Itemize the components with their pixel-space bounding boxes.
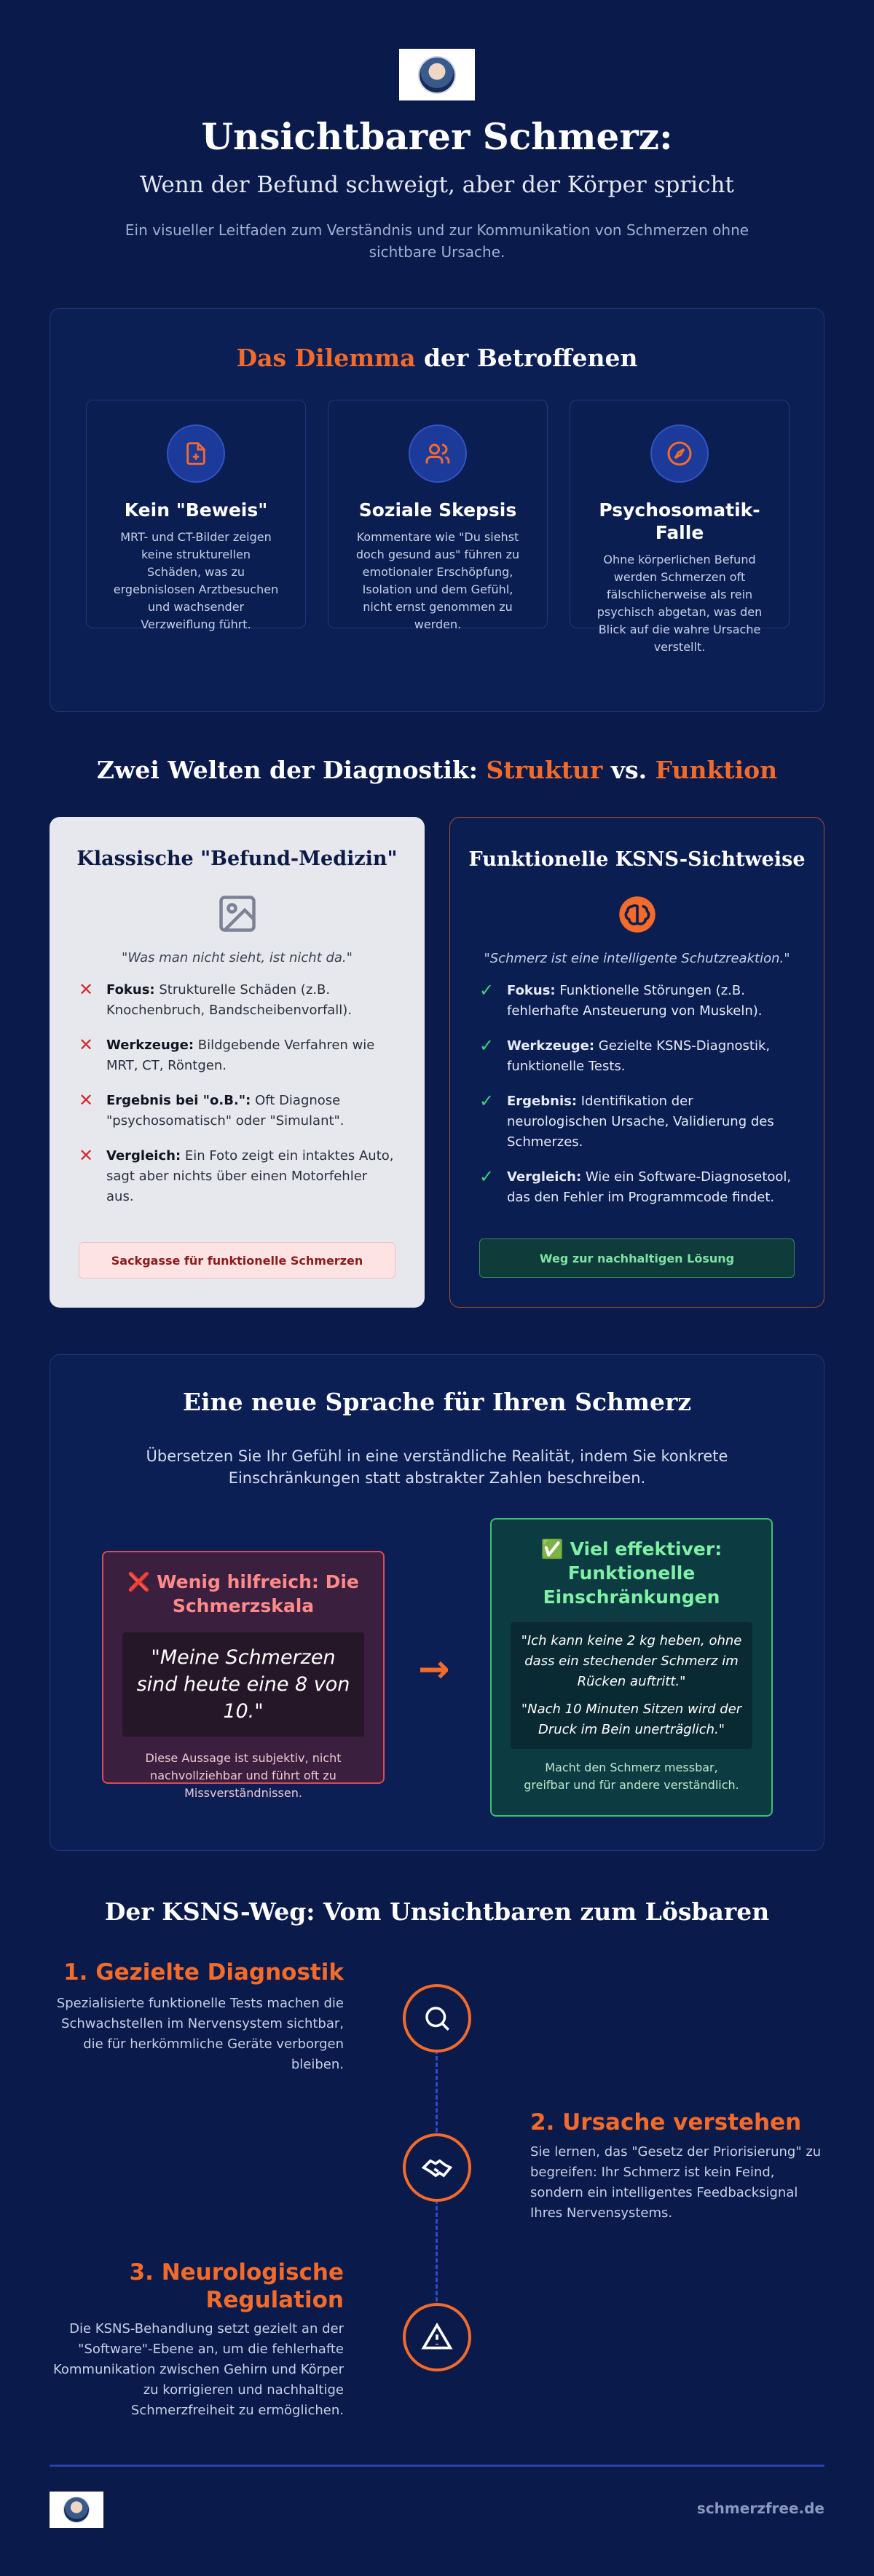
item-label: Werkzeuge: (507, 1038, 595, 1054)
item-label: Vergleich: (106, 1148, 181, 1163)
language-title: Eine neue Sprache für Ihren Schmerz (182, 1388, 692, 1416)
step-text: Die KSNS-Behandlung setzt gezielt an der "Software"-Ebene an, um die fehlerhafte Kommunikation zwischen Gehirn und Körper zu korrigieren und nachhaltige Schmerzfreiheit zu ermöglichen. (52, 2321, 344, 2418)
dilemma-card-text: MRT- und CT-Bilder zeigen keine strukturellen Schäden, was zu ergebnislosen Arztbesuchen und wachsender Verzweiflung führt. (113, 530, 279, 631)
dilemma-title (50, 344, 824, 372)
dilemma-card (570, 400, 790, 654)
item-text: Ein Foto zeigt ein intaktes Auto, sagt aber nichts über einen Motorfehler aus. (106, 1148, 394, 1204)
brain-icon (614, 891, 661, 938)
list-item (79, 980, 395, 1021)
functional-limits-box (490, 1518, 773, 1817)
list-item (479, 1167, 795, 1208)
image-icon (214, 890, 261, 937)
step-title: 1. Gezielte Diagnostik (63, 1959, 344, 1986)
functional-limits-quote: "Nach 10 Minuten Sitzen wird der Druck im Bein unerträglich." (521, 1702, 742, 1737)
footer-link[interactable]: schmerzfree.de (696, 2500, 824, 2517)
compass-icon (650, 424, 709, 483)
step-title: 2. Ursache verstehen (530, 2109, 802, 2136)
dilemma-card (86, 400, 306, 631)
item-text: Wie ein Software-Diagnosetool, das den Fehler im Programmcode findet. (507, 1169, 792, 1205)
item-text: Gezielte KSNS-Diagnostik, funktionelle Tests. (507, 1038, 771, 1074)
item-text: Funktionelle Störungen (z.B. fehlerhafte Ansteuerung von Muskeln). (507, 983, 763, 1019)
page-lead: Ein visueller Leitfaden zum Verständnis und zur Kommunikation von Schmerzen ohne sichtbare Ursache. (125, 221, 749, 261)
logo-avatar (418, 56, 456, 94)
dilemma-section (50, 308, 824, 712)
path-title: Der KSNS-Weg: Vom Unsichtbaren zum Lösbaren (104, 1897, 770, 1926)
page-title: Unsichtbarer Schmerz: (201, 115, 673, 158)
item-text: Oft Diagnose "psychosomatisch" oder "Simulant". (106, 1093, 345, 1129)
dilemma-card-title: Soziale Skepsis (358, 499, 517, 521)
item-text: Identifikation der neurologischen Ursache, Validierung des Schmerzes. (507, 1094, 774, 1150)
item-text: Strukturelle Schäden (z.B. Knochenbruch, Bandscheibenvorfall). (106, 982, 353, 1018)
dilemma-title-accent: Das Dilemma (236, 344, 416, 372)
item-label: Ergebnis bei "o.B.": (106, 1093, 251, 1108)
footer-logo (50, 2492, 103, 2528)
item-label: Ergebnis: (507, 1094, 578, 1109)
handshake-icon (403, 2133, 471, 2202)
cross-icon: ✕ (79, 1035, 94, 1055)
step-title: 3. Neurologische Regulation (129, 2259, 344, 2313)
classic-quote: "Was man nicht sieht, ist nicht da." (122, 950, 353, 965)
check-icon: ✓ (479, 1091, 495, 1111)
arrow-right-icon: → (418, 1648, 450, 1691)
check-icon: ✓ (479, 1035, 495, 1056)
search-icon (403, 1984, 471, 2052)
functional-title: Funktionelle KSNS-Sichtweise (468, 848, 806, 871)
dilemma-card-title: Kein "Beweis" (124, 499, 268, 521)
logo (399, 49, 475, 100)
classic-medicine-card (50, 817, 425, 1308)
pain-scale-box (102, 1551, 385, 1800)
dilemma-title-rest: der Betroffenen (415, 344, 638, 372)
solution-button[interactable]: Weg zur nachhaltigen Lösung (479, 1238, 795, 1278)
item-label: Fokus: (507, 983, 556, 998)
worlds-title-b: Funktion (655, 756, 778, 784)
check-icon: ✓ (479, 1166, 495, 1187)
file-plus-icon (167, 424, 225, 483)
item-text: Bildgebende Verfahren wie MRT, CT, Röntgen. (106, 1038, 375, 1073)
functional-limits-quote: "Ich kann keine 2 kg heben, ohne dass ein stechender Schmerz im Rücken auftritt." (521, 1633, 742, 1689)
item-label: Werkzeuge: (106, 1038, 194, 1053)
page-subtitle: Wenn der Befund schweigt, aber der Körper spricht (140, 172, 734, 198)
step-text: Spezialisierte funktionelle Tests machen die Schwachstellen im Nervensystem sichtbar, die für herkömmliche Geräte verborgen bleiben. (56, 1996, 344, 2072)
dilemma-card (328, 400, 548, 631)
dilemma-card-text: Kommentare wie "Du siehst doch gesund aus" führen zu emotionaler Erschöpfung, Isolation und dem Gefühl, nicht ernst genommen zu werden. (355, 530, 520, 631)
users-icon (409, 424, 467, 483)
list-item (479, 1091, 795, 1153)
dead-end-button[interactable]: Sackgasse für funktionelle Schmerzen (79, 1242, 395, 1279)
warning-icon (403, 2303, 471, 2371)
worlds-title-prefix: Zwei Welten der Diagnostik: (96, 756, 487, 784)
dilemma-card-title: Psychosomatik-Falle (599, 499, 760, 543)
list-item (79, 1091, 395, 1131)
classic-title: Klassische "Befund-Medizin" (76, 848, 398, 870)
cross-icon: ✕ (79, 1090, 94, 1110)
pain-scale-title: ❌ Wenig hilfreich: Die Schmerzskala (127, 1571, 359, 1616)
pain-scale-note: Diese Aussage ist subjektiv, nicht nachvollziehbar und führt oft zu Missverständnissen. (145, 1751, 342, 1800)
step-text: Sie lernen, das "Gesetz der Priorisierung" zu begreifen: Ihr Schmerz ist kein Feind, sondern ein intelligentes Feedbacksignal Ihres Nervensystems. (530, 2144, 822, 2221)
worlds-title-mid: vs. (602, 756, 656, 784)
footer-divider (50, 2465, 824, 2467)
functional-limits-note: Macht den Schmerz messbar, greifbar und für andere verständlich. (524, 1761, 739, 1792)
dilemma-card-text: Ohne körperlichen Befund werden Schmerzen oft fälschlicherweise als rein psychisch abgetan, was den Blick auf die wahre Ursache verstellt. (597, 553, 763, 654)
check-icon: ✓ (479, 980, 495, 1000)
functional-quote: "Schmerz ist eine intelligente Schutzreaktion." (484, 951, 790, 966)
footer-avatar (63, 2497, 90, 2523)
worlds-title (0, 756, 874, 784)
cross-icon: ✕ (79, 979, 94, 1000)
pain-scale-quote: "Meine Schmerzen sind heute eine 8 von 10." (122, 1632, 364, 1737)
item-label: Fokus: (106, 982, 155, 997)
functional-limits-quotes (511, 1622, 752, 1749)
list-item (479, 1036, 795, 1077)
list-item (79, 1146, 395, 1207)
list-item (479, 981, 795, 1022)
cross-icon: ✕ (79, 1145, 94, 1166)
item-label: Vergleich: (507, 1169, 582, 1185)
functional-limits-title: ✅ Viel effektiver: Funktionelle Einschränkungen (540, 1538, 723, 1608)
list-item (79, 1035, 395, 1076)
worlds-title-a: Struktur (486, 756, 603, 784)
functional-view-card (449, 817, 824, 1308)
language-lead: Übersetzen Sie Ihr Gefühl in eine verständliche Realität, indem Sie konkrete Einschränkungen statt abstrakter Zahlen beschreiben. (146, 1447, 728, 1487)
